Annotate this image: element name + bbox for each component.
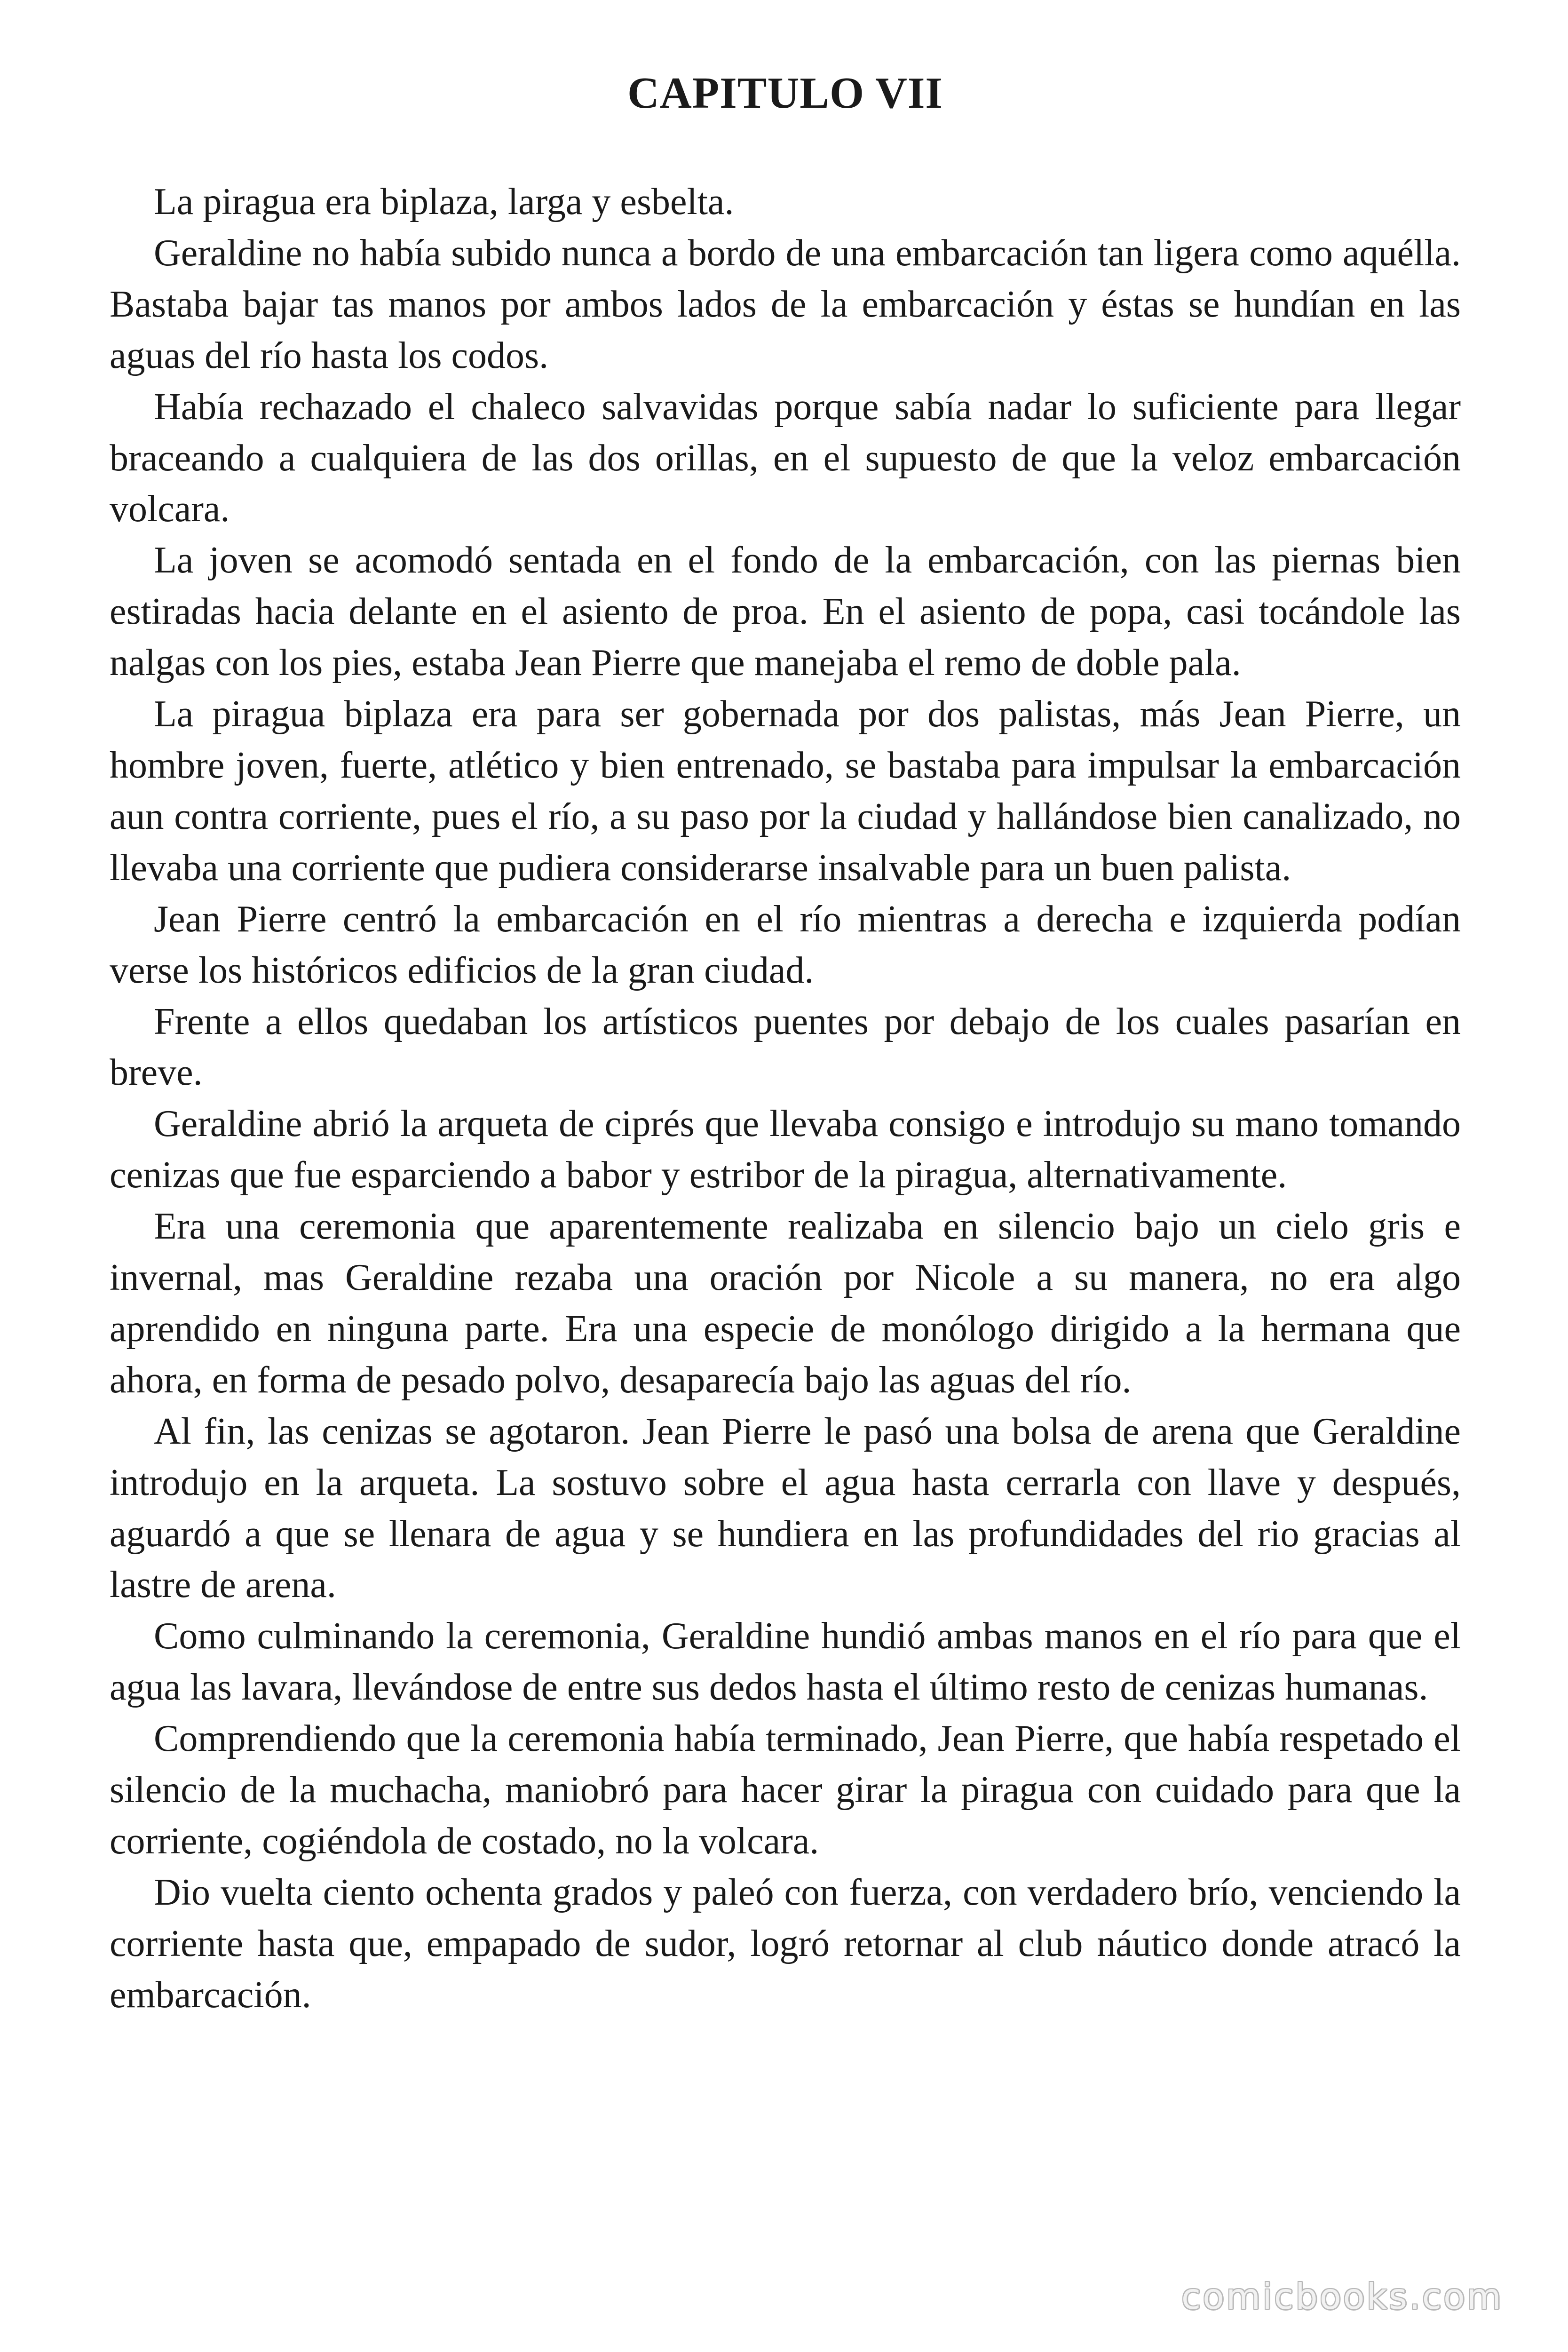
- paragraph: Era una ceremonia que aparentemente realizaba en silencio bajo un cielo gris e invernal, mas Geraldine rezaba una oración por Nicole a su manera, no era algo aprendido en ninguna parte. Era una especie de monólogo dirigido a la hermana que ahora, en forma de pesado polvo, desaparecía bajo las aguas del río.: [110, 1206, 1461, 1401]
- paragraph: La piragua biplaza era para ser gobernada por dos palistas, más Jean Pierre, un hombre joven, fuerte, atlético y bien entrenado, se bastaba para impulsar la embarcación aun contra corriente, pues el río, a su paso por la ciudad y hallándose bien canalizado, no llevaba una corriente que pudiera considerarse insalvable para un buen palista.: [110, 693, 1461, 889]
- paragraph: La joven se acomodó sentada en el fondo de la embarcación, con las piernas bien estiradas hacia delante en el asiento de proa. En el asiento de popa, casi tocándole las nalgas con los pies, estaba Jean Pierre que manejaba el remo de doble pala.: [110, 540, 1461, 684]
- paragraph: Geraldine abrió la arqueta de ciprés que llevaba consigo e introdujo su mano tomando cenizas que fue esparciendo a babor y estribor de la piragua, alternativamente.: [110, 1103, 1461, 1196]
- paragraph: Comprendiendo que la ceremonia había terminado, Jean Pierre, que había respetado el silencio de la muchacha, maniobró para hacer girar la piragua con cuidado para que la corriente, cogiéndola de costado, no la volcara.: [110, 1718, 1461, 1862]
- paragraph: La piragua era biplaza, larga y esbelta.: [154, 181, 734, 222]
- paragraph: Dio vuelta ciento ochenta grados y paleó con fuerza, con verdadero brío, venciendo la corriente hasta que, empapado de sudor, logró retornar al club náutico donde atracó la embarcación.: [110, 1871, 1461, 2016]
- chapter-title: CAPITULO VII: [627, 69, 943, 118]
- chapter-body: [110, 176, 1461, 2021]
- paragraph: Frente a ellos quedaban los artísticos puentes por debajo de los cuales pasarían en breve.: [110, 1001, 1461, 1094]
- paragraph: Geraldine no había subido nunca a bordo de una embarcación tan ligera como aquélla. Bastaba bajar tas manos por ambos lados de la embarcación y éstas se hundían en las aguas del río hasta los codos.: [110, 232, 1461, 376]
- paragraph: Al fin, las cenizas se agotaron. Jean Pierre le pasó una bolsa de arena que Geraldine introdujo en la arqueta. La sostuvo sobre el agua hasta cerrarla con llave y después, aguardó a que se llenara de agua y se hundiera en las profundidades del rio gracias al lastre de arena.: [110, 1410, 1461, 1606]
- paragraph: Había rechazado el chaleco salvavidas porque sabía nadar lo suficiente para llegar braceando a cualquiera de las dos orillas, en el supuesto de que la veloz embarcación volcara.: [110, 386, 1461, 530]
- paragraph: Jean Pierre centró la embarcación en el río mientras a derecha e izquierda podían verse los históricos edificios de la gran ciudad.: [110, 898, 1461, 991]
- watermark: comicbooks.com: [1181, 2276, 1503, 2317]
- paragraph: Como culminando la ceremonia, Geraldine hundió ambas manos en el río para que el agua las lavara, llevándose de entre sus dedos hasta el último resto de cenizas humanas.: [110, 1615, 1461, 1708]
- book-page: [110, 0, 1461, 2352]
